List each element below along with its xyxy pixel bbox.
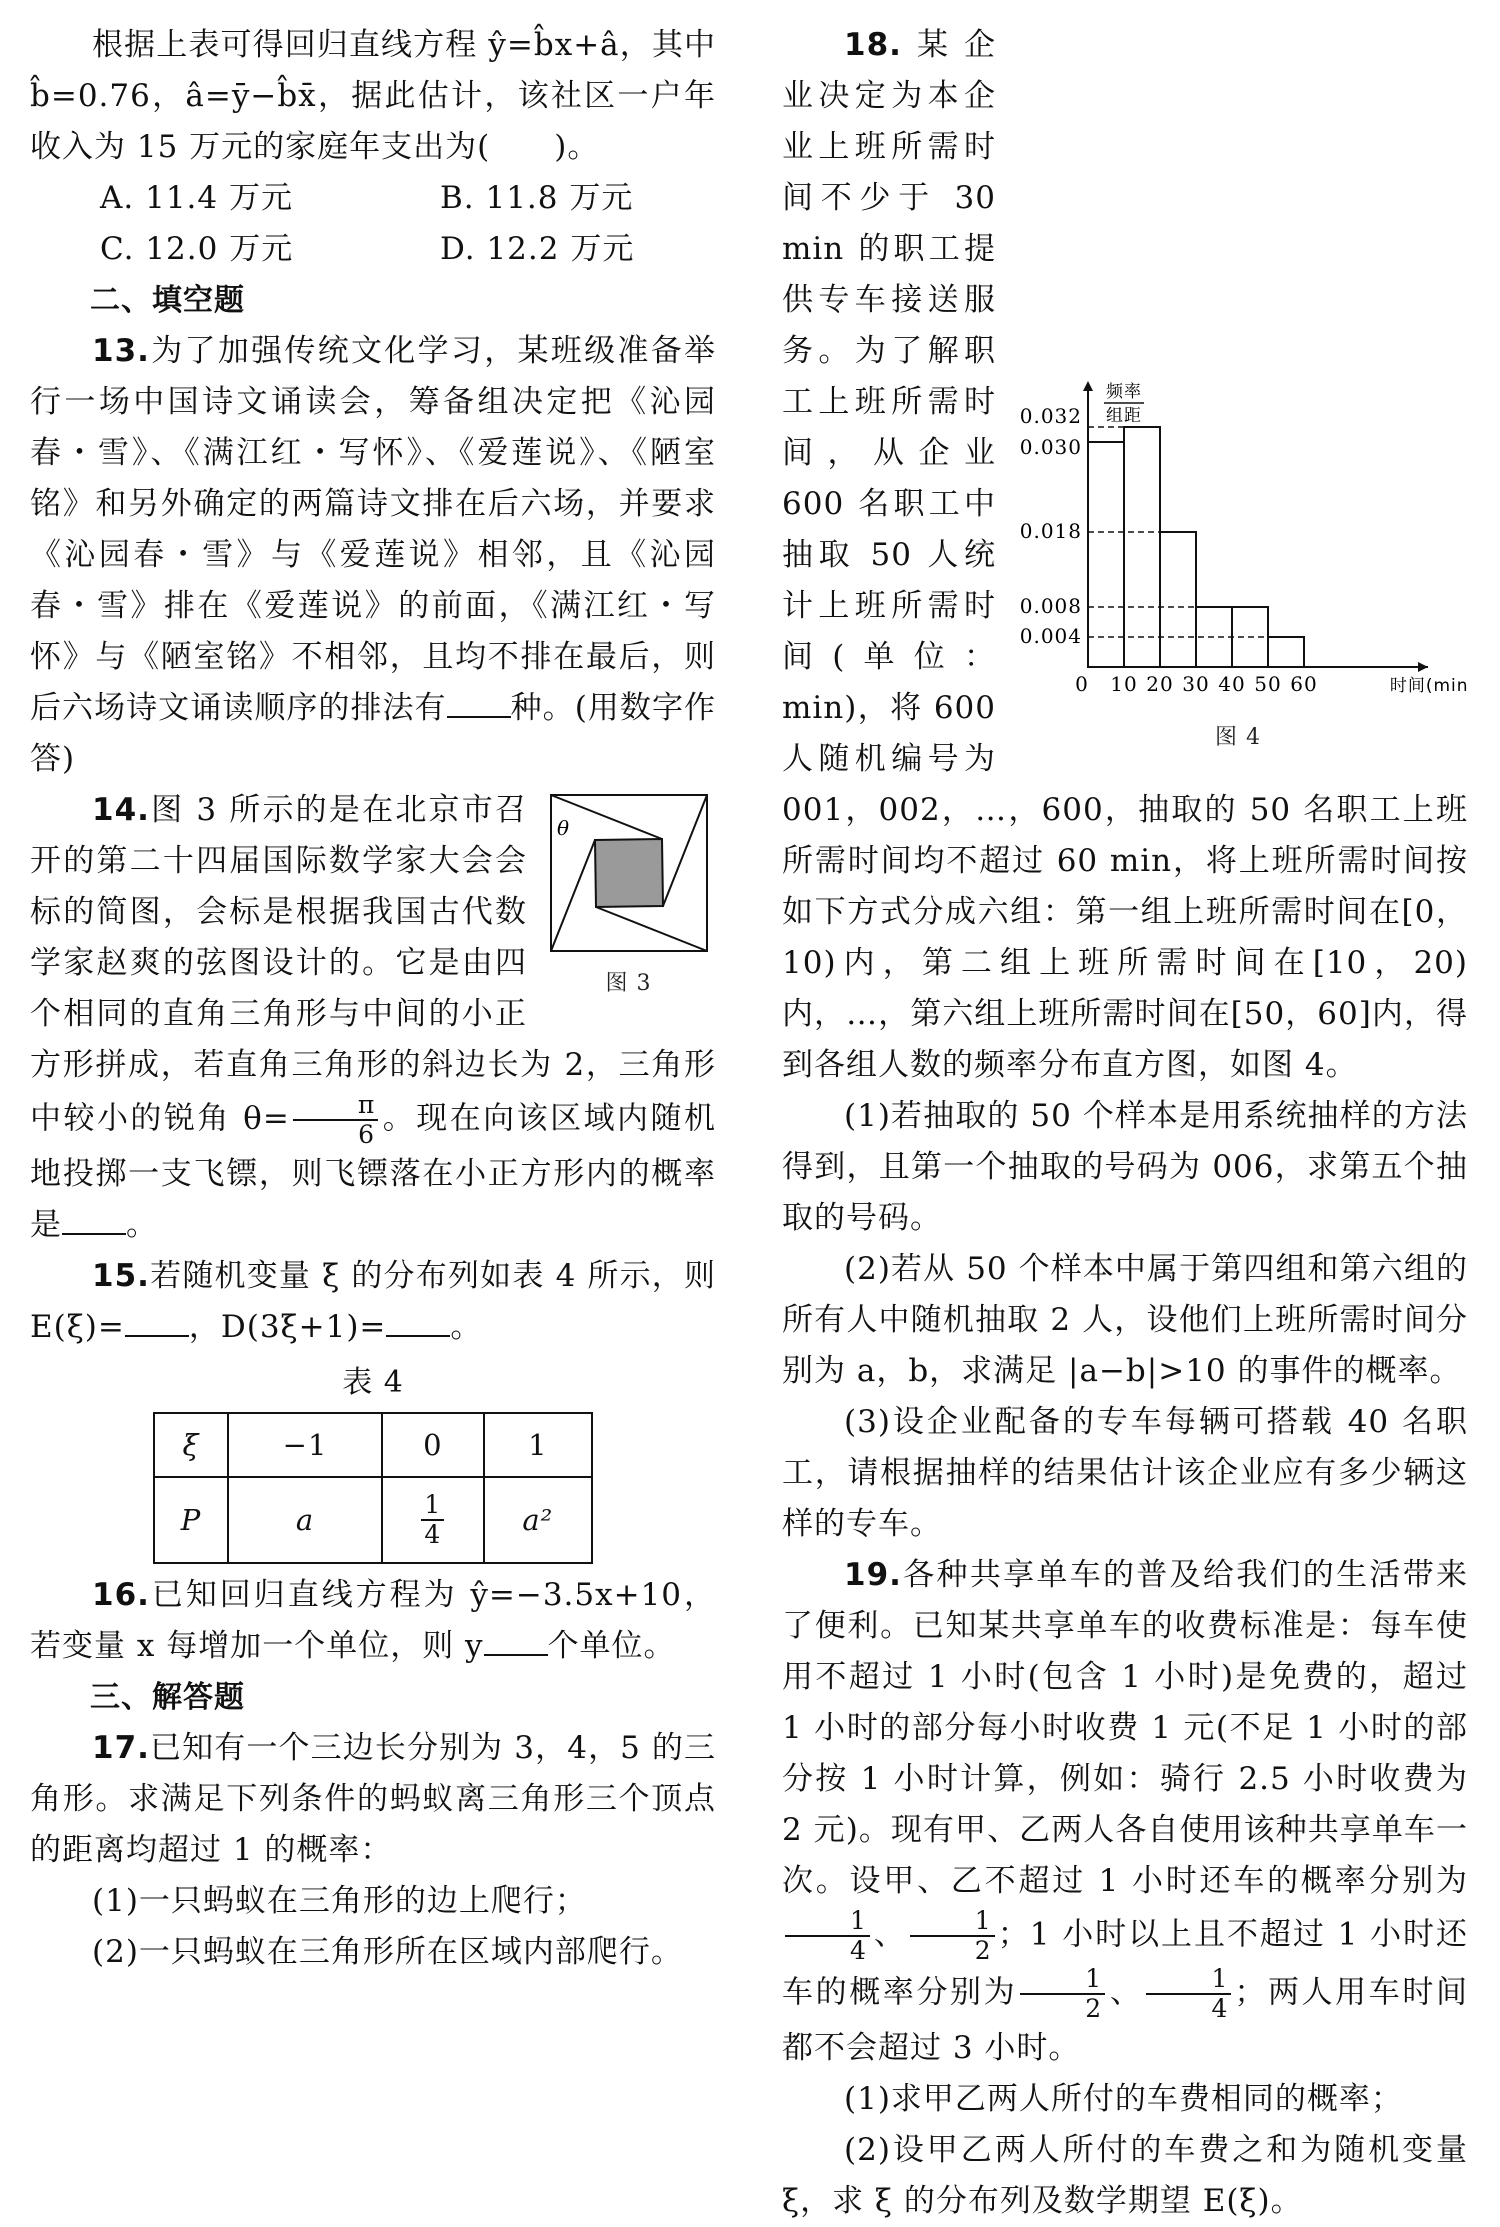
histogram-bar [1088,442,1124,667]
table-cell: 1 [484,1413,592,1477]
q15-number: 15. [92,1258,150,1294]
q16-tail: 个单位。 [547,1628,676,1664]
q13-number: 13. [92,333,150,369]
table-cell: −1 [228,1413,382,1477]
q19-part-2: (2)设甲乙两人所付的车费之和为随机变量 ξ，求 ξ 的分布列及数学期望 E(ξ)。 [782,2132,1468,2219]
y-tick-label: 0.008 [1019,594,1082,618]
y-axis-label-denominator: 组距 [1106,406,1142,426]
fraction-denominator: 4 [424,1520,442,1549]
q19-part-1: (1)求甲乙两人所付的车费相同的概率； [844,2081,1403,2117]
y-tick-label: 0.030 [1019,435,1082,459]
x-tick-label: 50 [1254,672,1282,696]
q17-part-1: (1)一只蚂蚁在三角形的边上爬行； [92,1883,587,1919]
table-row [154,1413,592,1477]
x-axis-arrow [1418,662,1428,672]
table-4-caption: 表 4 [342,1365,404,1400]
q18-text: 某企业决定为本企业上班所需时间不少于 30 min 的职工提供专车接送服务。为了解职工上班所需时间，从企业 600 名职工中抽取 50 人统计上班所需时间(单位：min)，将 600 人随机编号为 001，002，…，600，抽取的 50 名职工上班所需时间均不超过 60 min，将上班所需时间按如下方式分成六组：第一组上班所需时间在[0，10)内，第二组上班所需时间在[10，20)内，…，第六组上班所需时间在[50，60]内，得到各组人数的频率分布直方图，如图 4。 [782,27,1468,1083]
q14-text: 图 3 所示的是在北京市召开的第二十四届国际数学家大会会标的简图，会标是根据我国古代数学家赵爽的弦图设计的。它是由四个相同的直角三角形与中间的小正方形拼成，若直角三角形的斜边长为 2，三角形中较小的锐角 θ= [30,792,716,1137]
q15-text: 若随机变量 ξ 的分布列如表 4 所示，则 E(ξ)= [30,1258,716,1345]
q18-number: 18. [844,27,902,63]
fraction-numerator: π [293,1091,378,1121]
q12-option-d[interactable]: D. 12.2 万元 [440,231,635,267]
q19-number: 19. [844,1557,902,1593]
histogram-bar [1268,637,1304,667]
q18-block [782,20,1468,1091]
q19-separator: 、 [872,1916,907,1953]
zhao-shuang-chord-diagram [549,793,709,953]
q18-part-2: (2)若从 50 个样本中属于第四组和第六组的所有人中随机抽取 2 人，设他们上班所需时间分别为 a，b，求满足 |a−b|>10 的事件的概率。 [782,1251,1468,1389]
q15-variance-blank[interactable] [386,1305,450,1337]
table-4 [153,1412,593,1564]
table-cell: 0 [382,1413,484,1477]
figure-3-caption: 图 3 [605,971,652,996]
table-cell: ξ [154,1413,228,1477]
table-cell [382,1477,484,1563]
q13 [30,326,716,785]
x-tick-label: 20 [1146,672,1174,696]
table-cell: P [154,1477,228,1563]
q16 [30,1570,716,1672]
y-tick-label: 0.004 [1019,624,1082,648]
section-answer: 三、解答题 [90,1680,245,1715]
q15 [30,1251,716,1353]
q18-part-3: (3)设企业配备的专车每辆可搭载 40 名职工，请根据抽样的结果估计该企业应有多少辆这样的专车。 [782,1404,1468,1542]
q12-option-c[interactable]: C. 12.0 万元 [100,231,294,267]
q16-answer-blank[interactable] [484,1624,548,1656]
q12-option-b[interactable]: B. 11.8 万元 [440,180,634,216]
frequency-histogram [1008,377,1468,707]
x-tick-label: 30 [1182,672,1210,696]
table-cell: a² [484,1477,592,1563]
q15-expectation-blank[interactable] [125,1305,189,1337]
y-axis-arrow [1083,381,1093,391]
q15-end: 。 [450,1309,483,1345]
table-cell: a [228,1477,382,1563]
histogram-bar [1124,427,1160,667]
q16-number: 16. [92,1577,150,1613]
q19-mid: ；1 小时以上且不超过 1 小时还车的概率分别为 [782,1916,1468,2011]
inner-small-square [595,839,663,907]
table-row [154,1477,592,1563]
q14-block [30,785,716,1251]
left-column [30,20,716,1978]
x-tick-label: 40 [1218,672,1246,696]
x-axis-label: 时间(min) [1389,676,1468,696]
y-axis-label-numerator: 频率 [1106,382,1142,402]
q14-theta-fraction [293,1091,378,1149]
q19-fraction: $\frac{1}{4}$ [785,1907,870,1965]
q14-answer-blank[interactable] [62,1203,126,1235]
y-tick-label: 0.018 [1019,519,1082,543]
theta-label: θ [556,816,570,840]
q17-part-2: (2)一只蚂蚁在三角形所在区域内部爬行。 [92,1934,683,1970]
q12-stem: 根据上表可得回归直线方程 ŷ=b̂x+â，其中 b̂=0.76，â=ȳ−b̂x̄，据此估计，该社区一户年收入为 15 万元的家庭年支出为( )。 [30,27,716,165]
q14-end: 。 [126,1207,158,1243]
section-fill-blank: 二、填空题 [90,283,245,318]
q12-options [30,173,716,275]
q19-separator: 、 [1108,1974,1144,2011]
q13-tail: 种。(用数字作答) [30,690,717,777]
q19-fraction: $\frac{1}{2}$ [910,1907,995,1965]
y-tick-label: 0.032 [1019,404,1082,428]
q13-text: 为了加强传统文化学习，某班级准备举行一场中国诗文诵读会，筹备组决定把《沁园春・雪》、《满江红・写怀》、《爱莲说》、《陋室铭》和另外确定的两篇诗文排在后六场，并要求《沁园春・雪》与《爱莲说》相邻，且《沁园春・雪》排在《爱莲说》的前面，《满江红・写怀》与《陋室铭》不相邻，且均不排在最后，则后六场诗文诵读顺序的排法有 [30,333,716,726]
q14-number: 14. [92,792,150,828]
x-tick-label: 10 [1110,672,1138,696]
q16-text: 已知回归直线方程为 ŷ=−3.5x+10，若变量 x 每增加一个单位，则 y [30,1577,716,1664]
q15-mid: ，D(3ξ+1)= [188,1309,387,1345]
q19 [782,1550,1468,2074]
figure-4-caption: 图 4 [1215,725,1261,750]
right-column [782,20,1468,2227]
q12-option-a[interactable]: A. 11.4 万元 [100,180,293,216]
fraction-denominator: 6 [358,1120,375,1149]
x-tick-label: 60 [1290,672,1318,696]
q17-number: 17. [92,1730,150,1766]
x-tick-label: 0 [1075,672,1089,696]
q19-fraction: $\frac{1}{2}$ [1020,1965,1105,2023]
q19-text: 各种共享单车的普及给我们的生活带来了便利。已知某共享单车的收费标准是：每车使用不超过 1 小时(包含 1 小时)是免费的，超过 1 小时的部分每小时收费 1 元(不足 1 小时的部分按 1 小时计算，例如：骑行 2.5 小时收费为 2 元)。现有甲、乙两人各自使用该种共享单车一次。设甲、乙不超过 1 小时还车的概率分别为 [782,1557,1468,1899]
q19-tail: ；两人用车时间都不会超过 3 小时。 [782,1974,1469,2066]
figure-4 [1008,377,1468,753]
q14-tail: 。现在向该区域内随机地投掷一支飞镖，则飞镖落在小正方形内的概率是 [30,1100,716,1243]
q17-text: 已知有一个三边长分别为 3，4，5 的三角形。求满足下列条件的蚂蚁离三角形三个顶点的距离均超过 1 的概率： [30,1730,716,1868]
fraction-numerator: 1 [421,1491,444,1521]
q18-part-1: (1)若抽取的 50 个样本是用系统抽样的方法得到，且第一个抽取的号码为 006，求第五个抽取的号码。 [782,1098,1468,1236]
histogram-bar [1160,532,1196,667]
q19-fraction: $\frac{1}{4}$ [1146,1965,1231,2023]
q17 [30,1723,716,1876]
figure-3 [541,793,716,999]
q13-answer-blank[interactable] [447,686,511,718]
